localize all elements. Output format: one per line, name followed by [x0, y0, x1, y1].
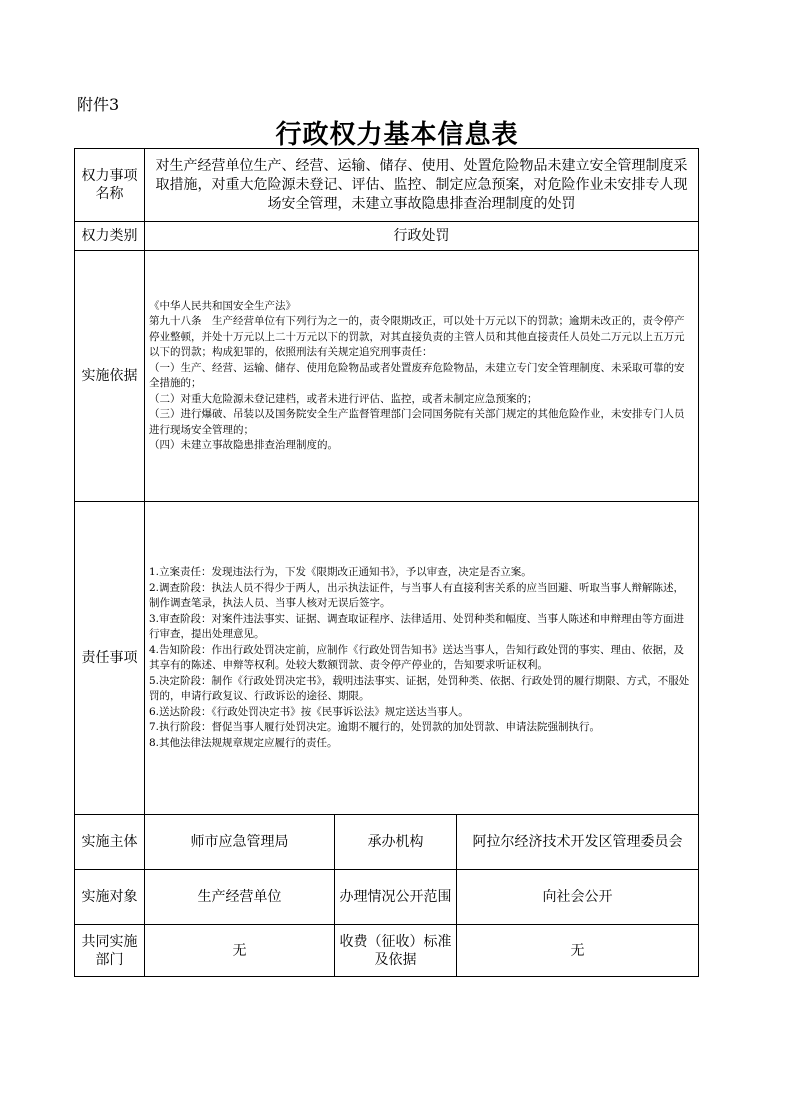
attachment-number: 附件3 [77, 95, 120, 114]
value-power-name: 对生产经营单位生产、经营、运输、储存、使用、处置危险物品未建立安全管理制度采取措施，对重大危险源未登记、评估、监控、制定应急预案，对危险作业未安排专人现场安全管理，未建立事故隐患排查治理制度的处罚 [145, 149, 699, 222]
basis-line: （二）对重大危险源未登记建档，或者未进行评估、监控，或者未制定应急预案的； [149, 392, 538, 405]
responsibility-line: 4.告知阶段：作出行政处罚决定前，应制作《行政处罚告知书》送达当事人，告知行政处罚的事实、理由、依据，及其享有的陈述、申辩等权利。处较大数额罚款、责令停产停业的，告知要求听证权利。 [149, 643, 685, 671]
document-title: 行政权力基本信息表 [275, 120, 519, 150]
value-fee-standard: 无 [457, 925, 699, 977]
value-basis [145, 251, 699, 502]
value-target: 生产经营单位 [145, 870, 335, 925]
label-fee-standard: 收费（征收）标准及依据 [335, 925, 457, 977]
value-handling-org: 阿拉尔经济技术开发区管理委员会 [457, 815, 699, 870]
responsibility-line: 8.其他法律法规规章规定应履行的责任。 [149, 736, 338, 749]
row-power-name [75, 149, 699, 222]
label-basis: 实施依据 [75, 251, 145, 502]
label-disclosure-scope: 办理情况公开范围 [335, 870, 457, 925]
label-target: 实施对象 [75, 870, 145, 925]
label-power-category: 权力类别 [75, 222, 145, 251]
row-subject [75, 815, 699, 870]
value-subject: 师市应急管理局 [145, 815, 335, 870]
value-power-category: 行政处罚 [145, 222, 699, 251]
value-joint-dept: 无 [145, 925, 335, 977]
info-table [74, 148, 699, 977]
basis-line: 第九十八条 生产经营单位有下列行为之一的，责令限期改正，可以处十万元以下的罚款；逾期未改正的，责令停产停业整顿，并处十万元以上二十万元以下的罚款，对其直接负责的主管人员和其他直接责任人员处二万元以上五万元以下的罚款；构成犯罪的，依照刑法有关规定追究刑事责任： [149, 315, 685, 358]
row-joint [75, 925, 699, 977]
label-subject: 实施主体 [75, 815, 145, 870]
responsibility-line: 2.调查阶段：执法人员不得少于两人，出示执法证件，与当事人有直接利害关系的应当回避、听取当事人辩解陈述，制作调查笔录，执法人员、当事人核对无误后签字。 [149, 581, 685, 609]
responsibility-line: 5.决定阶段：制作《行政处罚决定书》，载明违法事实、证据，处罚种类、依据、行政处罚的履行期限、方式，不服处罚的，申请行政复议、行政诉讼的途径、期限。 [149, 674, 690, 702]
label-joint-dept: 共同实施部门 [75, 925, 145, 977]
basis-line: （四）未建立事故隐患排查治理制度的。 [149, 439, 338, 451]
value-responsibility [145, 502, 699, 815]
row-basis [75, 251, 699, 502]
basis-line: 《中华人民共和国安全生产法》 [149, 299, 296, 312]
label-handling-org: 承办机构 [335, 815, 457, 870]
responsibility-line: 1.立案责任：发现违法行为，下发《限期改正通知书》，予以审查，决定是否立案。 [149, 566, 532, 578]
label-power-name: 权力事项名称 [75, 149, 145, 222]
row-power-category [75, 222, 699, 251]
row-target [75, 870, 699, 925]
responsibility-line: 3.审查阶段：对案件违法事实、证据、调查取证程序、法律适用、处罚种类和幅度、当事人陈述和申辩理由等方面进行审查，提出处理意见。 [149, 612, 685, 640]
label-responsibility: 责任事项 [75, 502, 145, 815]
row-responsibility [75, 502, 699, 815]
responsibility-line: 7.执行阶段：督促当事人履行处罚决定。逾期不履行的，处罚款的加处罚款、申请法院强制执行。 [149, 721, 601, 733]
responsibility-line: 6.送达阶段：《行政处罚决定书》按《民事诉讼法》规定送达当事人。 [149, 705, 469, 718]
basis-line: （一）生产、经营、运输、储存、使用危险物品或者处置废弃危险物品，未建立专门安全管理制度、未采取可靠的安全措施的； [149, 361, 685, 389]
basis-line: （三）进行爆破、吊装以及国务院安全生产监督管理部门会同国务院有关部门规定的其他危险作业，未安排专门人员进行现场安全管理的； [149, 408, 685, 436]
value-disclosure-scope: 向社会公开 [457, 870, 699, 925]
